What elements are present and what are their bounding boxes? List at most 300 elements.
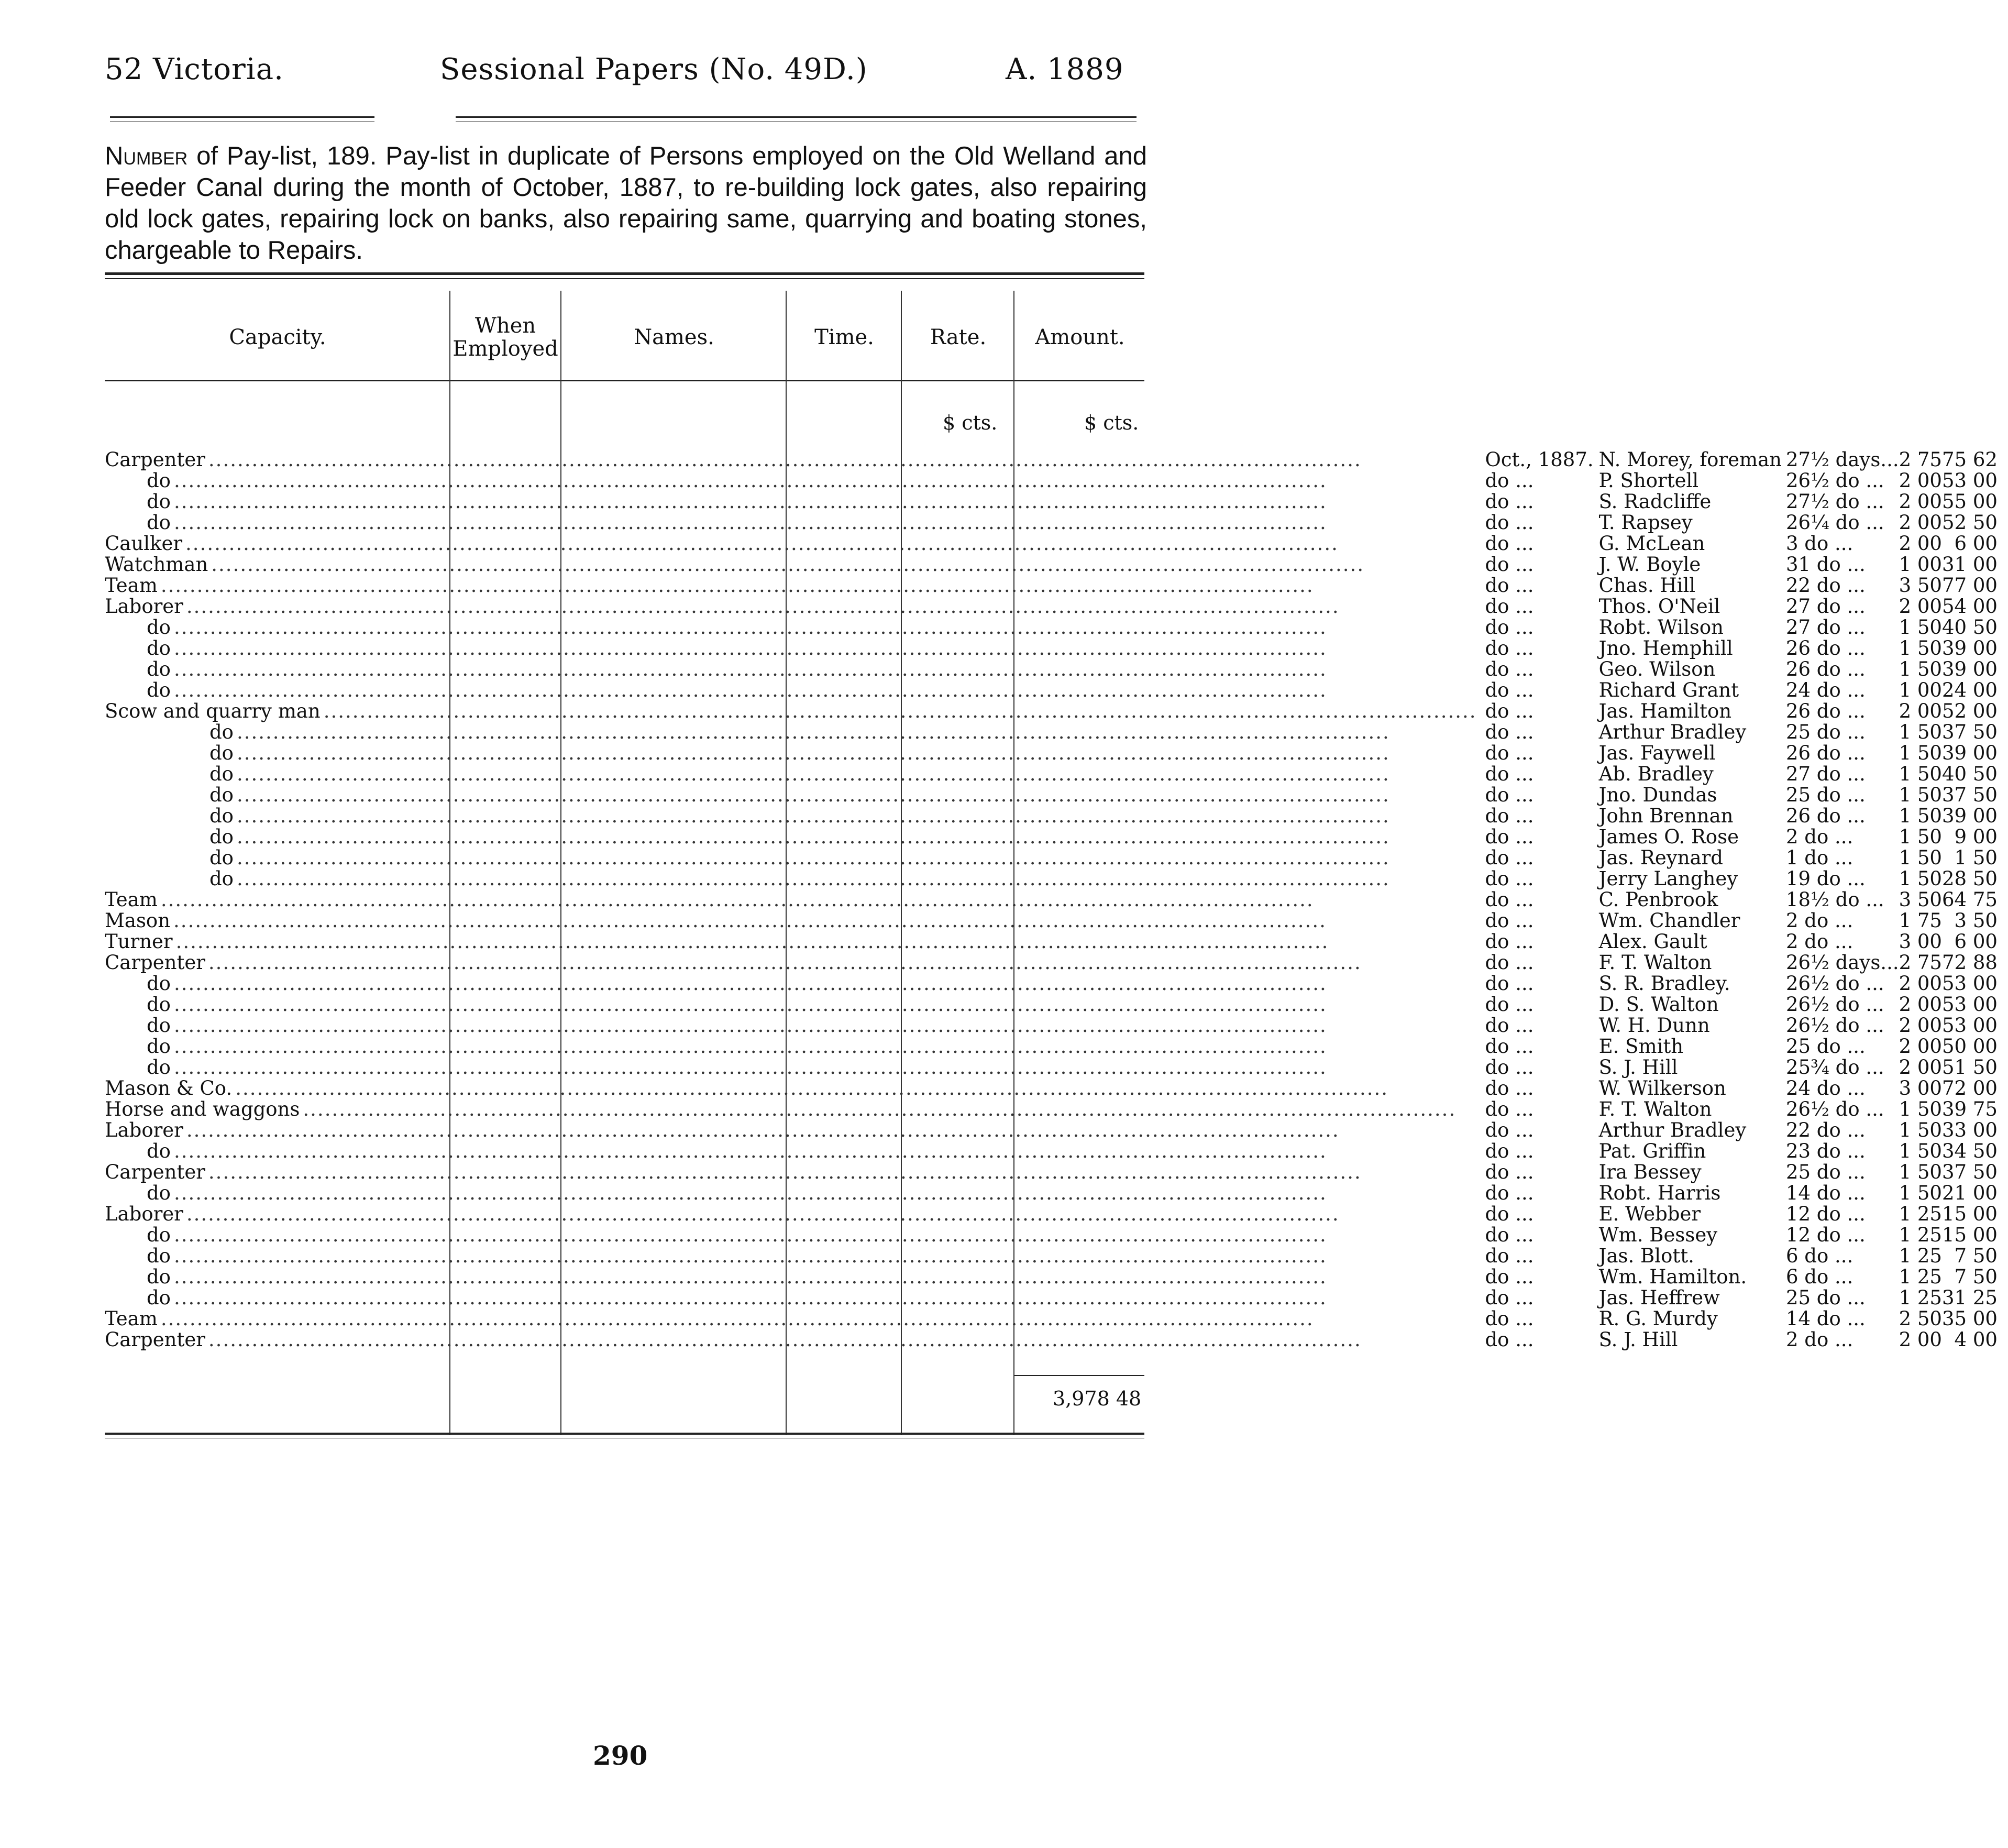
- cell-amount: 53 00: [1941, 1014, 1998, 1037]
- capacity-text: do: [209, 805, 234, 827]
- col-when-line2: Employed: [453, 337, 558, 361]
- cell-name: Jas. Hamilton: [1598, 700, 1732, 722]
- cell-rate: 1 50: [1899, 763, 1942, 785]
- cell-when: do ...: [1485, 1286, 1534, 1309]
- cell-amount: 33 00: [1941, 1119, 1998, 1141]
- table-row: [105, 743, 2008, 764]
- cell-when: do ...: [1485, 930, 1534, 953]
- capacity-text: Laborer: [105, 1119, 183, 1141]
- table-row: [105, 659, 2008, 680]
- cell-when: do ...: [1485, 742, 1534, 764]
- cell-capacity: [105, 1036, 1477, 1057]
- table-row: [105, 931, 2008, 952]
- cell-rate: 1 25: [1899, 1266, 1942, 1288]
- cell-capacity: [105, 952, 1477, 973]
- table-row: [105, 1308, 2008, 1329]
- cell-time: 2 do ...: [1785, 1328, 1853, 1351]
- cell-name: James O. Rose: [1598, 826, 1739, 848]
- cell-when: do ...: [1485, 574, 1534, 597]
- table-row: [105, 1057, 2008, 1078]
- cell-name: Jas. Reynard: [1598, 846, 1723, 869]
- cell-rate: 3 50: [1899, 888, 1942, 911]
- table-row: [105, 1225, 2008, 1246]
- leader-dots: [174, 470, 1477, 491]
- cell-capacity: [105, 994, 1477, 1015]
- col-when: [450, 314, 560, 360]
- cell-amount: 77 00: [1941, 574, 1998, 597]
- capacity-text: Team: [105, 1307, 158, 1330]
- cell-time: 26½ do ...: [1785, 972, 1884, 995]
- cell-capacity: [105, 764, 1477, 785]
- cell-when: do ...: [1485, 951, 1534, 974]
- capacity-text: do: [147, 1266, 171, 1288]
- cell-rate: 2 00: [1899, 972, 1942, 995]
- cell-capacity: [105, 1141, 1477, 1162]
- cell-capacity: [105, 575, 1477, 596]
- cell-capacity: [105, 449, 1477, 470]
- cell-name: Alex. Gault: [1598, 930, 1707, 953]
- cell-amount: 52 00: [1941, 700, 1998, 722]
- leader-dots: [186, 596, 1477, 617]
- cell-amount: 9 00: [1954, 826, 1998, 848]
- leader-dots: [237, 806, 1477, 827]
- cell-name: Arthur Bradley: [1598, 1119, 1747, 1141]
- table-row: [105, 848, 2008, 868]
- cell-rate: 1 00: [1899, 679, 1942, 701]
- capacity-text: Caulker: [105, 532, 183, 555]
- leader-dots: [173, 910, 1476, 931]
- capacity-text: do: [147, 1014, 171, 1037]
- cell-amount: 40 50: [1941, 616, 1998, 639]
- cell-name: Thos. O'Neil: [1598, 595, 1720, 618]
- cell-rate: 1 50: [1899, 721, 1942, 743]
- cell-when: do ...: [1485, 1077, 1534, 1099]
- capacity-text: do: [147, 679, 171, 701]
- cell-amount: 4 00: [1954, 1328, 1998, 1351]
- cell-amount: 50 00: [1941, 1035, 1998, 1058]
- table-row: [105, 1288, 2008, 1308]
- leader-dots: [174, 1288, 1477, 1308]
- cell-when: do ...: [1485, 867, 1534, 890]
- cell-amount: 15 00: [1941, 1203, 1998, 1225]
- capacity-text: do: [147, 1224, 171, 1246]
- cell-amount: 39 75: [1941, 1098, 1998, 1120]
- cell-time: 26 do ...: [1785, 658, 1866, 680]
- leader-dots: [174, 1225, 1477, 1246]
- cell-rate: 1 50: [1899, 616, 1942, 639]
- intro-lead: Number: [105, 142, 188, 170]
- cell-time: 19 do ...: [1785, 867, 1866, 890]
- cell-capacity: [105, 491, 1477, 512]
- cell-amount: 55 00: [1941, 490, 1998, 513]
- capacity-text: Mason & Co.: [105, 1077, 233, 1099]
- cell-time: 26½ do ...: [1785, 1098, 1884, 1120]
- cell-time: 26 do ...: [1785, 637, 1866, 659]
- capacity-text: Laborer: [105, 595, 183, 618]
- cell-when: do ...: [1485, 888, 1534, 911]
- leader-dots: [174, 512, 1477, 533]
- cell-time: 2 do ...: [1785, 826, 1853, 848]
- cell-time: 25 do ...: [1785, 721, 1866, 743]
- capacity-text: Team: [105, 574, 158, 597]
- leader-dots: [211, 554, 1476, 575]
- cell-when: do ...: [1485, 700, 1534, 722]
- header-rule-right: [456, 116, 1137, 118]
- cell-time: 3 do ...: [1785, 532, 1853, 555]
- cell-rate: 2 50: [1899, 1307, 1942, 1330]
- cell-when: do ...: [1485, 972, 1534, 995]
- capacity-text: do: [209, 846, 234, 869]
- cell-name: F. T. Walton: [1598, 1098, 1712, 1120]
- cell-capacity: [105, 1120, 1477, 1141]
- leader-dots: [174, 994, 1477, 1015]
- leader-dots: [303, 1099, 1476, 1120]
- cell-name: F. T. Walton: [1598, 951, 1712, 974]
- cell-when: do ...: [1485, 553, 1534, 576]
- cell-when: do ...: [1485, 1140, 1534, 1162]
- cell-time: 24 do ...: [1785, 1077, 1866, 1099]
- cell-time: 26½ do ...: [1785, 469, 1884, 492]
- cell-when: do ...: [1485, 826, 1534, 848]
- leader-dots: [237, 743, 1477, 764]
- cell-rate: 1 50: [1899, 784, 1942, 806]
- table-row: [105, 1329, 2008, 1350]
- cell-when: do ...: [1485, 993, 1534, 1016]
- cell-time: 12 do ...: [1785, 1203, 1866, 1225]
- paylist-table: [105, 449, 2008, 1350]
- cell-amount: 34 50: [1941, 1140, 1998, 1162]
- cell-time: 25 do ...: [1785, 1161, 1866, 1183]
- leader-dots: [174, 1141, 1477, 1162]
- cell-amount: 1 50: [1954, 846, 1998, 869]
- cell-capacity: [105, 1246, 1477, 1267]
- cell-amount: 40 50: [1941, 763, 1998, 785]
- cell-time: 22 do ...: [1785, 1119, 1866, 1141]
- intro-paragraph: [105, 140, 1147, 266]
- cell-name: E. Smith: [1598, 1035, 1684, 1058]
- cell-amount: 28 50: [1941, 867, 1998, 890]
- leader-dots: [208, 952, 1477, 973]
- leader-dots: [185, 533, 1476, 554]
- cell-rate: 3 00: [1899, 1077, 1942, 1099]
- cell-when: do ...: [1485, 1203, 1534, 1225]
- col-amount: Amount.: [1035, 325, 1125, 349]
- capacity-text: do: [147, 972, 171, 995]
- leader-dots: [174, 638, 1477, 659]
- table-row: [105, 470, 2008, 491]
- cell-time: 27½ do ...: [1785, 490, 1884, 513]
- cell-amount: 15 00: [1941, 1224, 1998, 1246]
- cell-amount: 72 00: [1941, 1077, 1998, 1099]
- leader-dots: [174, 1183, 1477, 1204]
- capacity-text: Turner: [105, 930, 173, 953]
- cell-amount: 3 50: [1954, 909, 1998, 932]
- cell-amount: 37 50: [1941, 721, 1998, 743]
- capacity-text: do: [147, 993, 171, 1016]
- cell-when: do ...: [1485, 763, 1534, 785]
- cell-name: E. Webber: [1598, 1203, 1701, 1225]
- table-row: [105, 1078, 2008, 1099]
- cell-time: 26½ do ...: [1785, 993, 1884, 1016]
- table-top-rule: [105, 272, 1144, 275]
- cell-amount: 37 50: [1941, 784, 1998, 806]
- leader-dots: [237, 848, 1477, 868]
- cell-name: Wm. Chandler: [1598, 909, 1740, 932]
- cell-name: Robt. Wilson: [1598, 616, 1724, 639]
- header-rule-left: [110, 116, 374, 118]
- cell-capacity: [105, 701, 1477, 722]
- rate-unit: $ cts.: [943, 411, 998, 434]
- cell-amount: 52 50: [1941, 511, 1998, 534]
- capacity-text: Team: [105, 888, 158, 911]
- cell-rate: 2 00: [1899, 1035, 1942, 1058]
- leader-dots: [174, 973, 1477, 994]
- cell-rate: 1 50: [1899, 846, 1942, 869]
- cell-amount: 75 62: [1941, 448, 1998, 471]
- cell-name: N. Morey, foreman: [1598, 448, 1782, 471]
- table-row: [105, 868, 2008, 889]
- cell-rate: 1 50: [1899, 805, 1942, 827]
- capacity-text: do: [147, 1286, 171, 1309]
- capacity-text: do: [147, 1140, 171, 1162]
- table-row: [105, 512, 2008, 533]
- cell-capacity: [105, 1288, 1477, 1308]
- capacity-text: do: [147, 490, 171, 513]
- cell-rate: 1 25: [1899, 1286, 1942, 1309]
- cell-capacity: [105, 868, 1477, 889]
- table-row: [105, 889, 2008, 910]
- cell-amount: 53 00: [1941, 469, 1998, 492]
- cell-when: do ...: [1485, 1161, 1534, 1183]
- table-row: [105, 1246, 2008, 1267]
- leader-dots: [174, 617, 1477, 638]
- table-row: [105, 1162, 2008, 1183]
- cell-time: 27 do ...: [1785, 763, 1866, 785]
- cell-time: 25 do ...: [1785, 1286, 1866, 1309]
- cell-when: do ...: [1485, 1182, 1534, 1204]
- leader-dots: [208, 449, 1477, 470]
- cell-when: do ...: [1485, 1014, 1534, 1037]
- capacity-text: do: [147, 511, 171, 534]
- leader-dots: [235, 1078, 1476, 1099]
- cell-name: Robt. Harris: [1598, 1182, 1721, 1204]
- cell-amount: 37 50: [1941, 1161, 1998, 1183]
- cell-amount: 64 75: [1941, 888, 1998, 911]
- table-row: [105, 638, 2008, 659]
- cell-rate: 2 00: [1899, 490, 1942, 513]
- cell-name: G. McLean: [1598, 532, 1705, 555]
- cell-name: Pat. Griffin: [1598, 1140, 1706, 1162]
- cell-rate: 1 25: [1899, 1203, 1942, 1225]
- cell-capacity: [105, 722, 1477, 743]
- cell-amount: 54 00: [1941, 595, 1998, 618]
- cell-time: 26 do ...: [1785, 742, 1866, 764]
- cell-name: Wm. Bessey: [1598, 1224, 1718, 1246]
- table-row: [105, 952, 2008, 973]
- cell-time: 25 do ...: [1785, 1035, 1866, 1058]
- cell-name: W. H. Dunn: [1598, 1014, 1710, 1037]
- leader-dots: [174, 491, 1477, 512]
- leader-dots: [174, 1246, 1477, 1267]
- cell-amount: 24 00: [1941, 679, 1998, 701]
- cell-when: do ...: [1485, 658, 1534, 680]
- total-rule: [1014, 1375, 1144, 1376]
- leader-dots: [174, 1057, 1477, 1078]
- cell-when: do ...: [1485, 721, 1534, 743]
- leader-dots: [237, 827, 1477, 848]
- leader-dots: [186, 1120, 1477, 1141]
- leader-dots: [324, 701, 1477, 722]
- capacity-text: Carpenter: [105, 448, 205, 471]
- cell-capacity: [105, 680, 1477, 701]
- table-row: [105, 1015, 2008, 1036]
- cell-capacity: [105, 1057, 1477, 1078]
- capacity-text: Carpenter: [105, 1328, 205, 1351]
- cell-when: do ...: [1485, 532, 1534, 555]
- page-number: 290: [593, 1740, 648, 1771]
- cell-rate: 1 00: [1899, 553, 1942, 576]
- leader-dots: [208, 1162, 1477, 1183]
- cell-when: do ...: [1485, 469, 1534, 492]
- cell-when: do ...: [1485, 595, 1534, 618]
- cell-capacity: [105, 470, 1477, 491]
- table-bottom-rule: [105, 1433, 1144, 1435]
- cell-capacity: [105, 1329, 1477, 1350]
- paylist-rows: [105, 449, 2008, 1350]
- cell-amount: 31 25: [1941, 1286, 1998, 1309]
- table-row: [105, 680, 2008, 701]
- cell-amount: 39 00: [1941, 742, 1998, 764]
- cell-rate: 1 50: [1899, 1098, 1942, 1120]
- cell-name: J. W. Boyle: [1598, 553, 1701, 576]
- cell-capacity: [105, 1015, 1477, 1036]
- cell-rate: 2 00: [1899, 1014, 1942, 1037]
- table-row: [105, 722, 2008, 743]
- cell-time: 31 do ...: [1785, 553, 1866, 576]
- cell-capacity: [105, 1099, 1477, 1120]
- cell-capacity: [105, 931, 1477, 952]
- cell-name: Jerry Langhey: [1598, 867, 1738, 890]
- table-row: [105, 1267, 2008, 1288]
- cell-name: Chas. Hill: [1598, 574, 1696, 597]
- capacity-text: do: [147, 1182, 171, 1204]
- cell-time: 14 do ...: [1785, 1182, 1866, 1204]
- cell-when: do ...: [1485, 1224, 1534, 1246]
- cell-amount: 7 50: [1954, 1245, 1998, 1267]
- cell-rate: 2 00: [1899, 1328, 1942, 1351]
- table-row: [105, 701, 2008, 722]
- intro-text: of Pay-list, 189. Pay-list in duplicate of Persons employed on the Old Welland and Feeder Canal during the month of October, 1887, to re-building lock gates, also repairing old lock gates, repairing lock on banks, also repairing same, quarrying and boating stones, chargeable to Repairs.: [105, 142, 1147, 265]
- cell-capacity: [105, 596, 1477, 617]
- cell-rate: 1 25: [1899, 1224, 1942, 1246]
- cell-capacity: [105, 973, 1477, 994]
- cell-name: P. Shortell: [1598, 469, 1699, 492]
- cell-rate: 2 00: [1899, 1056, 1942, 1079]
- cell-amount: 39 00: [1941, 658, 1998, 680]
- cell-capacity: [105, 889, 1477, 910]
- leader-dots: [237, 868, 1477, 889]
- cell-rate: 2 00: [1899, 511, 1942, 534]
- cell-capacity: [105, 827, 1477, 848]
- cell-name: Jno. Hemphill: [1598, 637, 1733, 659]
- table-top-rule-thin: [105, 278, 1144, 279]
- cell-rate: 1 50: [1899, 658, 1942, 680]
- cell-rate: 1 50: [1899, 1182, 1942, 1204]
- cell-name: S. J. Hill: [1598, 1328, 1678, 1351]
- cell-capacity: [105, 1267, 1477, 1288]
- capacity-text: Scow and quarry man: [105, 700, 321, 722]
- cell-name: John Brennan: [1598, 805, 1734, 827]
- cell-rate: 2 00: [1899, 993, 1942, 1016]
- capacity-text: do: [147, 637, 171, 659]
- leader-dots: [161, 1308, 1477, 1329]
- cell-amount: 35 00: [1941, 1307, 1998, 1330]
- capacity-text: do: [147, 469, 171, 492]
- cell-capacity: [105, 1162, 1477, 1183]
- cell-capacity: [105, 785, 1477, 806]
- leader-dots: [174, 680, 1477, 701]
- cell-time: 25¾ do ...: [1785, 1056, 1884, 1079]
- capacity-text: Carpenter: [105, 951, 205, 974]
- cell-capacity: [105, 1078, 1477, 1099]
- header-center: Sessional Papers (No. 49D.): [440, 52, 868, 86]
- cell-rate: 1 50: [1899, 742, 1942, 764]
- cell-rate: 2 00: [1899, 595, 1942, 618]
- cell-amount: 6 00: [1954, 930, 1998, 953]
- cell-when: do ...: [1485, 1307, 1534, 1330]
- cell-when: do ...: [1485, 784, 1534, 806]
- header-right: A. 1889: [1006, 52, 1124, 86]
- cell-time: 14 do ...: [1785, 1307, 1866, 1330]
- capacity-text: do: [147, 1245, 171, 1267]
- cell-amount: 39 00: [1941, 637, 1998, 659]
- col-time: Time.: [814, 325, 874, 349]
- table-row: [105, 491, 2008, 512]
- cell-when: do ...: [1485, 1035, 1534, 1058]
- cell-amount: 39 00: [1941, 805, 1998, 827]
- cell-amount: 21 00: [1941, 1182, 1998, 1204]
- cell-capacity: [105, 512, 1477, 533]
- leader-dots: [161, 575, 1477, 596]
- table-row: [105, 1141, 2008, 1162]
- col-names: Names.: [634, 325, 714, 349]
- leader-dots: [208, 1329, 1477, 1350]
- cell-when: do ...: [1485, 1328, 1534, 1351]
- leader-dots: [174, 659, 1477, 680]
- cell-when: Oct., 1887.: [1485, 448, 1594, 471]
- cell-time: 24 do ...: [1785, 679, 1866, 701]
- cell-rate: 2 00: [1899, 469, 1942, 492]
- cell-name: Jas. Blott.: [1598, 1245, 1694, 1267]
- cell-capacity: [105, 638, 1477, 659]
- table-row: [105, 827, 2008, 848]
- cell-name: Jas. Faywell: [1598, 742, 1716, 764]
- cell-capacity: [105, 806, 1477, 827]
- cell-capacity: [105, 554, 1477, 575]
- table-row: [105, 1183, 2008, 1204]
- cell-when: do ...: [1485, 1245, 1534, 1267]
- cell-when: do ...: [1485, 1098, 1534, 1120]
- cell-rate: 2 00: [1899, 532, 1942, 555]
- cell-name: Jno. Dundas: [1598, 784, 1717, 806]
- col-capacity: Capacity.: [229, 325, 326, 349]
- cell-rate: 1 50: [1899, 1140, 1942, 1162]
- capacity-text: do: [209, 721, 234, 743]
- leader-dots: [176, 931, 1477, 952]
- total-amount: 3,978 48: [1053, 1387, 1142, 1410]
- cell-time: 1 do ...: [1785, 846, 1853, 869]
- cell-amount: 51 50: [1941, 1056, 1998, 1079]
